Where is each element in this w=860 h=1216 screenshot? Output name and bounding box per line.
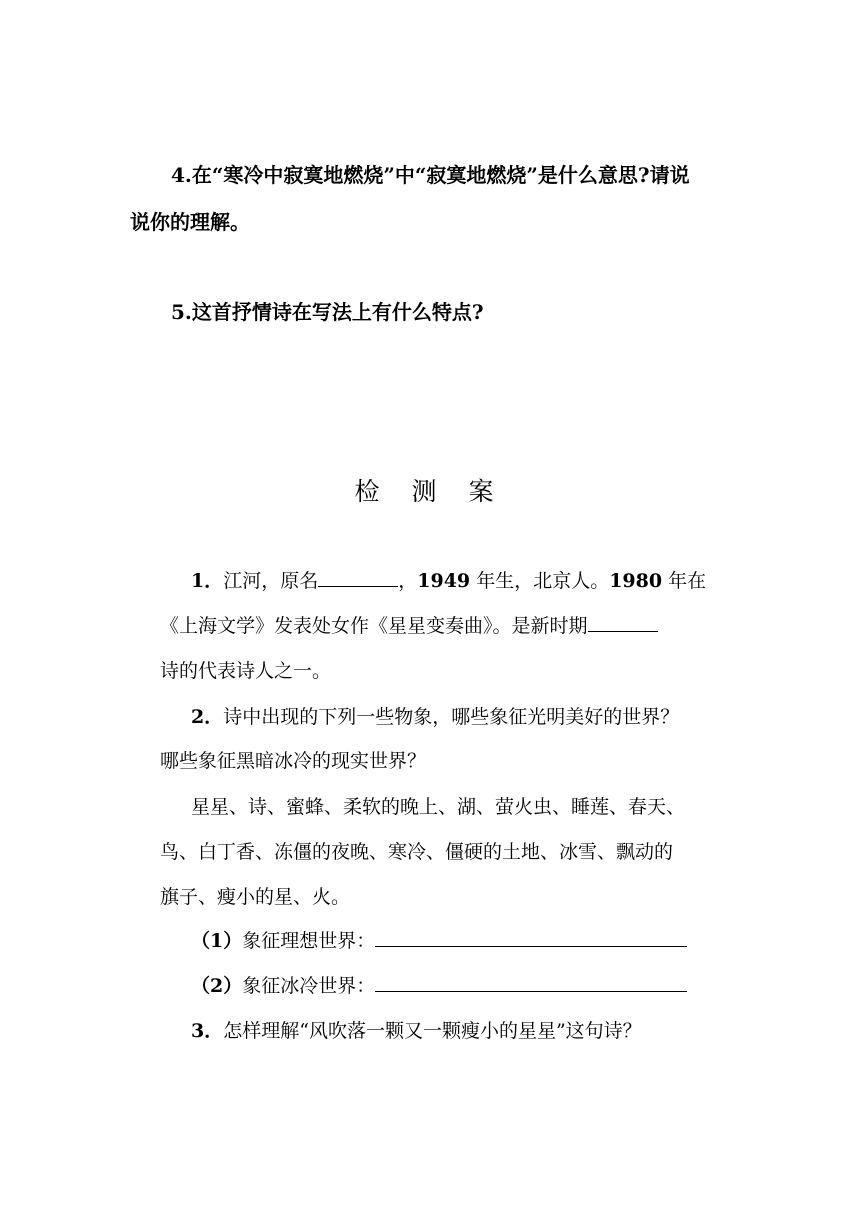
item-1-text-b: ， bbox=[398, 570, 418, 592]
item-1-text-a: 江河，原名 bbox=[223, 570, 319, 592]
item-1-text-c: 年生，北京人。 bbox=[470, 570, 610, 592]
item-2-number: 2． bbox=[191, 706, 224, 728]
item-3-question: 怎样理解“风吹落一颗又一颗瘦小的星星”这句诗？ bbox=[223, 1020, 642, 1042]
item-1-line-3: 诗的代表诗人之一。 bbox=[160, 660, 332, 682]
item-2-line-2: 哪些象征黑暗冰冷的现实世界？ bbox=[160, 750, 427, 772]
item-2-sub-2 bbox=[191, 971, 687, 998]
question-4-line-1: 4.在“寒冷中寂寞地燃烧”中“寂寞地燃烧”是什么意思?请说 bbox=[171, 163, 690, 187]
item-2-sub-2-number: （2） bbox=[191, 975, 243, 997]
item-2-sub-1-answer-blank[interactable] bbox=[375, 930, 687, 947]
question-5: 5.这首抒情诗在写法上有什么特点? bbox=[171, 300, 484, 324]
item-2-sub-1-number: （1） bbox=[191, 930, 243, 952]
item-1-year-2: 1980 bbox=[609, 570, 663, 592]
item-2-list-line-2: 鸟、白丁香、冻僵的夜晚、寒冷、僵硬的土地、冰雪、飘动的 bbox=[160, 841, 674, 863]
item-1-year-1: 1949 bbox=[417, 570, 471, 592]
item-3-number: 3． bbox=[191, 1020, 224, 1042]
item-1-blank-school[interactable] bbox=[588, 615, 658, 632]
item-1-number: 1． bbox=[191, 570, 224, 592]
item-2-sub-2-label: 象征冰冷世界： bbox=[242, 975, 376, 997]
item-2-sub-1 bbox=[191, 926, 687, 953]
item-2-sub-2-answer-blank[interactable] bbox=[375, 975, 687, 992]
item-3-line-1 bbox=[191, 1016, 642, 1043]
item-1-blank-name[interactable] bbox=[318, 570, 398, 587]
item-2-line-1 bbox=[191, 702, 679, 729]
item-2-question: 诗中出现的下列一些物象，哪些象征光明美好的世界？ bbox=[223, 706, 680, 728]
item-1-line-2 bbox=[160, 611, 658, 638]
section-title: 检 测 案 bbox=[354, 477, 506, 506]
item-2-list-line-3: 旗子、瘦小的星、火。 bbox=[160, 886, 351, 908]
item-2-sub-1-label: 象征理想世界： bbox=[242, 930, 376, 952]
item-1-line-1 bbox=[191, 566, 706, 593]
item-1-text-d: 年在 bbox=[662, 570, 707, 592]
question-4-line-2: 说你的理解。 bbox=[130, 210, 250, 234]
item-2-list-line-1: 星星、诗、蜜蜂、柔软的晚上、湖、萤火虫、睡莲、春天、 bbox=[191, 796, 686, 818]
item-1-line-2-text: 《上海文学》发表处女作《星星变奏曲》。是新时期 bbox=[160, 615, 588, 637]
